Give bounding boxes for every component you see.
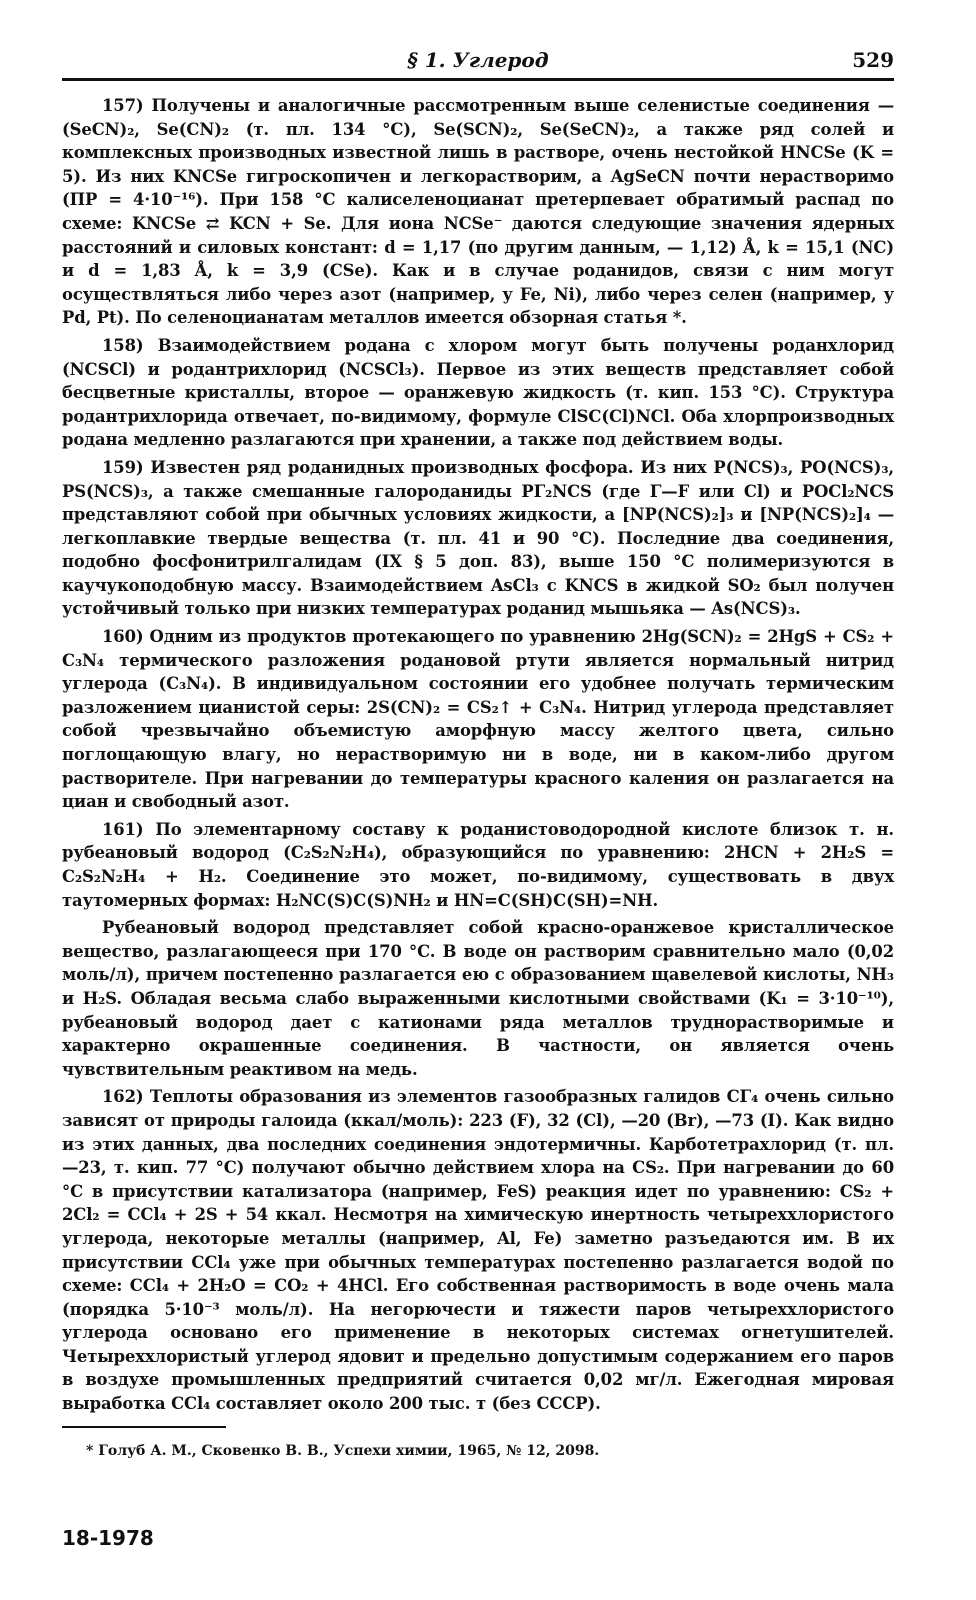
page xyxy=(62,46,894,1550)
footnote: * Голуб А. М., Сковенко В. В., Успехи химии, 1965, № 12, 2098. xyxy=(86,1443,600,1459)
body-text xyxy=(62,94,894,1420)
footnote-rule xyxy=(62,1426,226,1428)
paragraph-160: 160) Одним из продуктов протекающего по уравнению 2Hg(SCN)₂ = 2HgS + CS₂ + C₃N₄ термического разложения родановой ртути является нормальный нитрид углерода (C₃N₄). В индивидуальном состоянии его удобнее получать термическим разложением цианистой серы: 2S(CN)₂ = CS₂↑ + C₃N₄. Нитрид углерода представляет собой чрезвычайно объемистую аморфную массу желтого цвета, сильно поглощающую влагу, но нерастворимую ни в воде, ни в каком-либо другом растворителе. При нагревании до температуры красного каления он разлагается на циан и свободный азот. xyxy=(62,627,894,812)
paragraph-161-cont: Рубеановый водород представляет собой красно-оранжевое кристаллическое вещество, разлагающееся при 170 °C. В воде он растворим сравнительно мало (0,02 моль/л), причем постепенно разлагается ею с образованием щавелевой кислоты, NH₃ и H₂S. Обладая весьма слабо выраженными кислотными свойствами (K₁ = 3·10⁻¹⁰), рубеановый водород дает с катионами ряда металлов труднорастворимые и характерно окрашенные соединения. В частности, он является очень чувствительным реактивом на медь. xyxy=(62,918,894,1079)
printer-signature: 18-1978 xyxy=(62,1526,154,1550)
paragraph-157: 157) Получены и аналогичные рассмотренным выше селенистые соединения — (SeCN)₂, Se(CN)₂ (т. пл. 134 °C), Se(SCN)₂, Se(SeCN)₂, а также ряд солей и комплексных производных известной лишь в растворе, очень нестойкой HNCSe (K = 5). Из них KNCSe гигроскопичен и легкорастворим, а AgSeCN почти нерастворимо (ПР = 4·10⁻¹⁶). При 158 °C калиселеноцианат претерпевает обратимый распад по схеме: KNCSe ⇄ KCN + Se. Для иона NCSe⁻ даются следующие значения ядерных расстояний и силовых констант: d = 1,17 (по другим данным, — 1,12) Å, k = 15,1 (NC) и d = 1,83 Å, k = 3,9 (CSe). Как и в случае роданидов, связи с ним могут осуществляться либо через азот (например, у Fe, Ni), либо через селен (например, у Pd, Pt). По селеноцианатам металлов имеется обзорная статья *. xyxy=(62,96,894,328)
paragraph-161: 161) По элементарному составу к роданистоводородной кислоте близок т. н. рубеановый водород (C₂S₂N₂H₄), образующийся по уравнению: 2HCN + 2H₂S = C₂S₂N₂H₄ + H₂. Соединение это может, по-видимому, существовать в двух таутомерных формах: H₂NC(S)C(S)NH₂ и HN=C(SH)C(SH)=NH. xyxy=(62,819,894,910)
header-rule xyxy=(62,78,894,81)
running-header xyxy=(62,46,894,76)
section-title: § 1. Углерод xyxy=(407,48,549,72)
paragraph-158: 158) Взаимодействием родана с хлором могут быть получены роданхлорид (NCSCl) и родантрихлорид (NCSCl₃). Первое из этих веществ представляет собой бесцветные кристаллы, второе — оранжевую жидкость (т. кип. 153 °C). Структура родантрихлорида отвечает, по-видимому, формуле ClSC(Cl)NCl. Оба хлорпроизводных родана медленно разлагаются при хранении, а также под действием воды. xyxy=(62,335,894,450)
paragraph-162: 162) Теплоты образования из элементов газообразных галидов CΓ₄ очень сильно зависят от природы галоида (ккал/моль): 223 (F), 32 (Cl), —20 (Br), —73 (I). Как видно из этих данных, два последних соединения эндотермичны. Карботетрахлорид (т. пл. —23, т. кип. 77 °C) получают обычно действием хлора на CS₂. При нагревании до 60 °C в присутствии катализатора (например, FeS) реакция идет по уравнению: CS₂ + 2Cl₂ = CCl₄ + 2S + 54 ккал. Несмотря на химическую инертность четыреххлористого углерода, некоторые металлы (например, Al, Fe) заметно разъедаются им. В их присутствии CCl₄ уже при обычных температурах постепенно разлагается водой по схеме: CCl₄ + 2H₂O = CO₂ + 4HCl. Его собственная растворимость в воде очень мала (порядка 5·10⁻³ моль/л). На негорючести и тяжести паров четыреххлористого углерода основано его применение в некоторых системах огнетушителей. Четыреххлористый углерод ядовит и предельно допустимым содержанием его паров в воздухе промышленных предприятий считается 0,02 мг/л. Ежегодная мировая выработка CCl₄ составляет около 200 тыс. т (без СССР). xyxy=(62,1087,894,1414)
paragraph-159: 159) Известен ряд роданидных производных фосфора. Из них P(NCS)₃, PO(NCS)₃, PS(NCS)₃, а также смешанные галороданиды PΓ₂NCS (где Γ—F или Cl) и POCl₂NCS представляют собой при обычных условиях жидкости, а [NP(NCS)₂]₃ и [NP(NCS)₂]₄ — легкоплавкие твердые вещества (т. пл. 41 и 90 °C). Последние два соединения, подобно фосфонитрилгалидам (IX § 5 доп. 83), выше 150 °C полимеризуются в каучукоподобную массу. Взаимодействием AsCl₃ с KNCS в жидкой SO₂ был получен устойчивый только при низких температурах роданид мышьяка — As(NCS)₃. xyxy=(62,457,894,619)
page-number: 529 xyxy=(852,48,894,72)
